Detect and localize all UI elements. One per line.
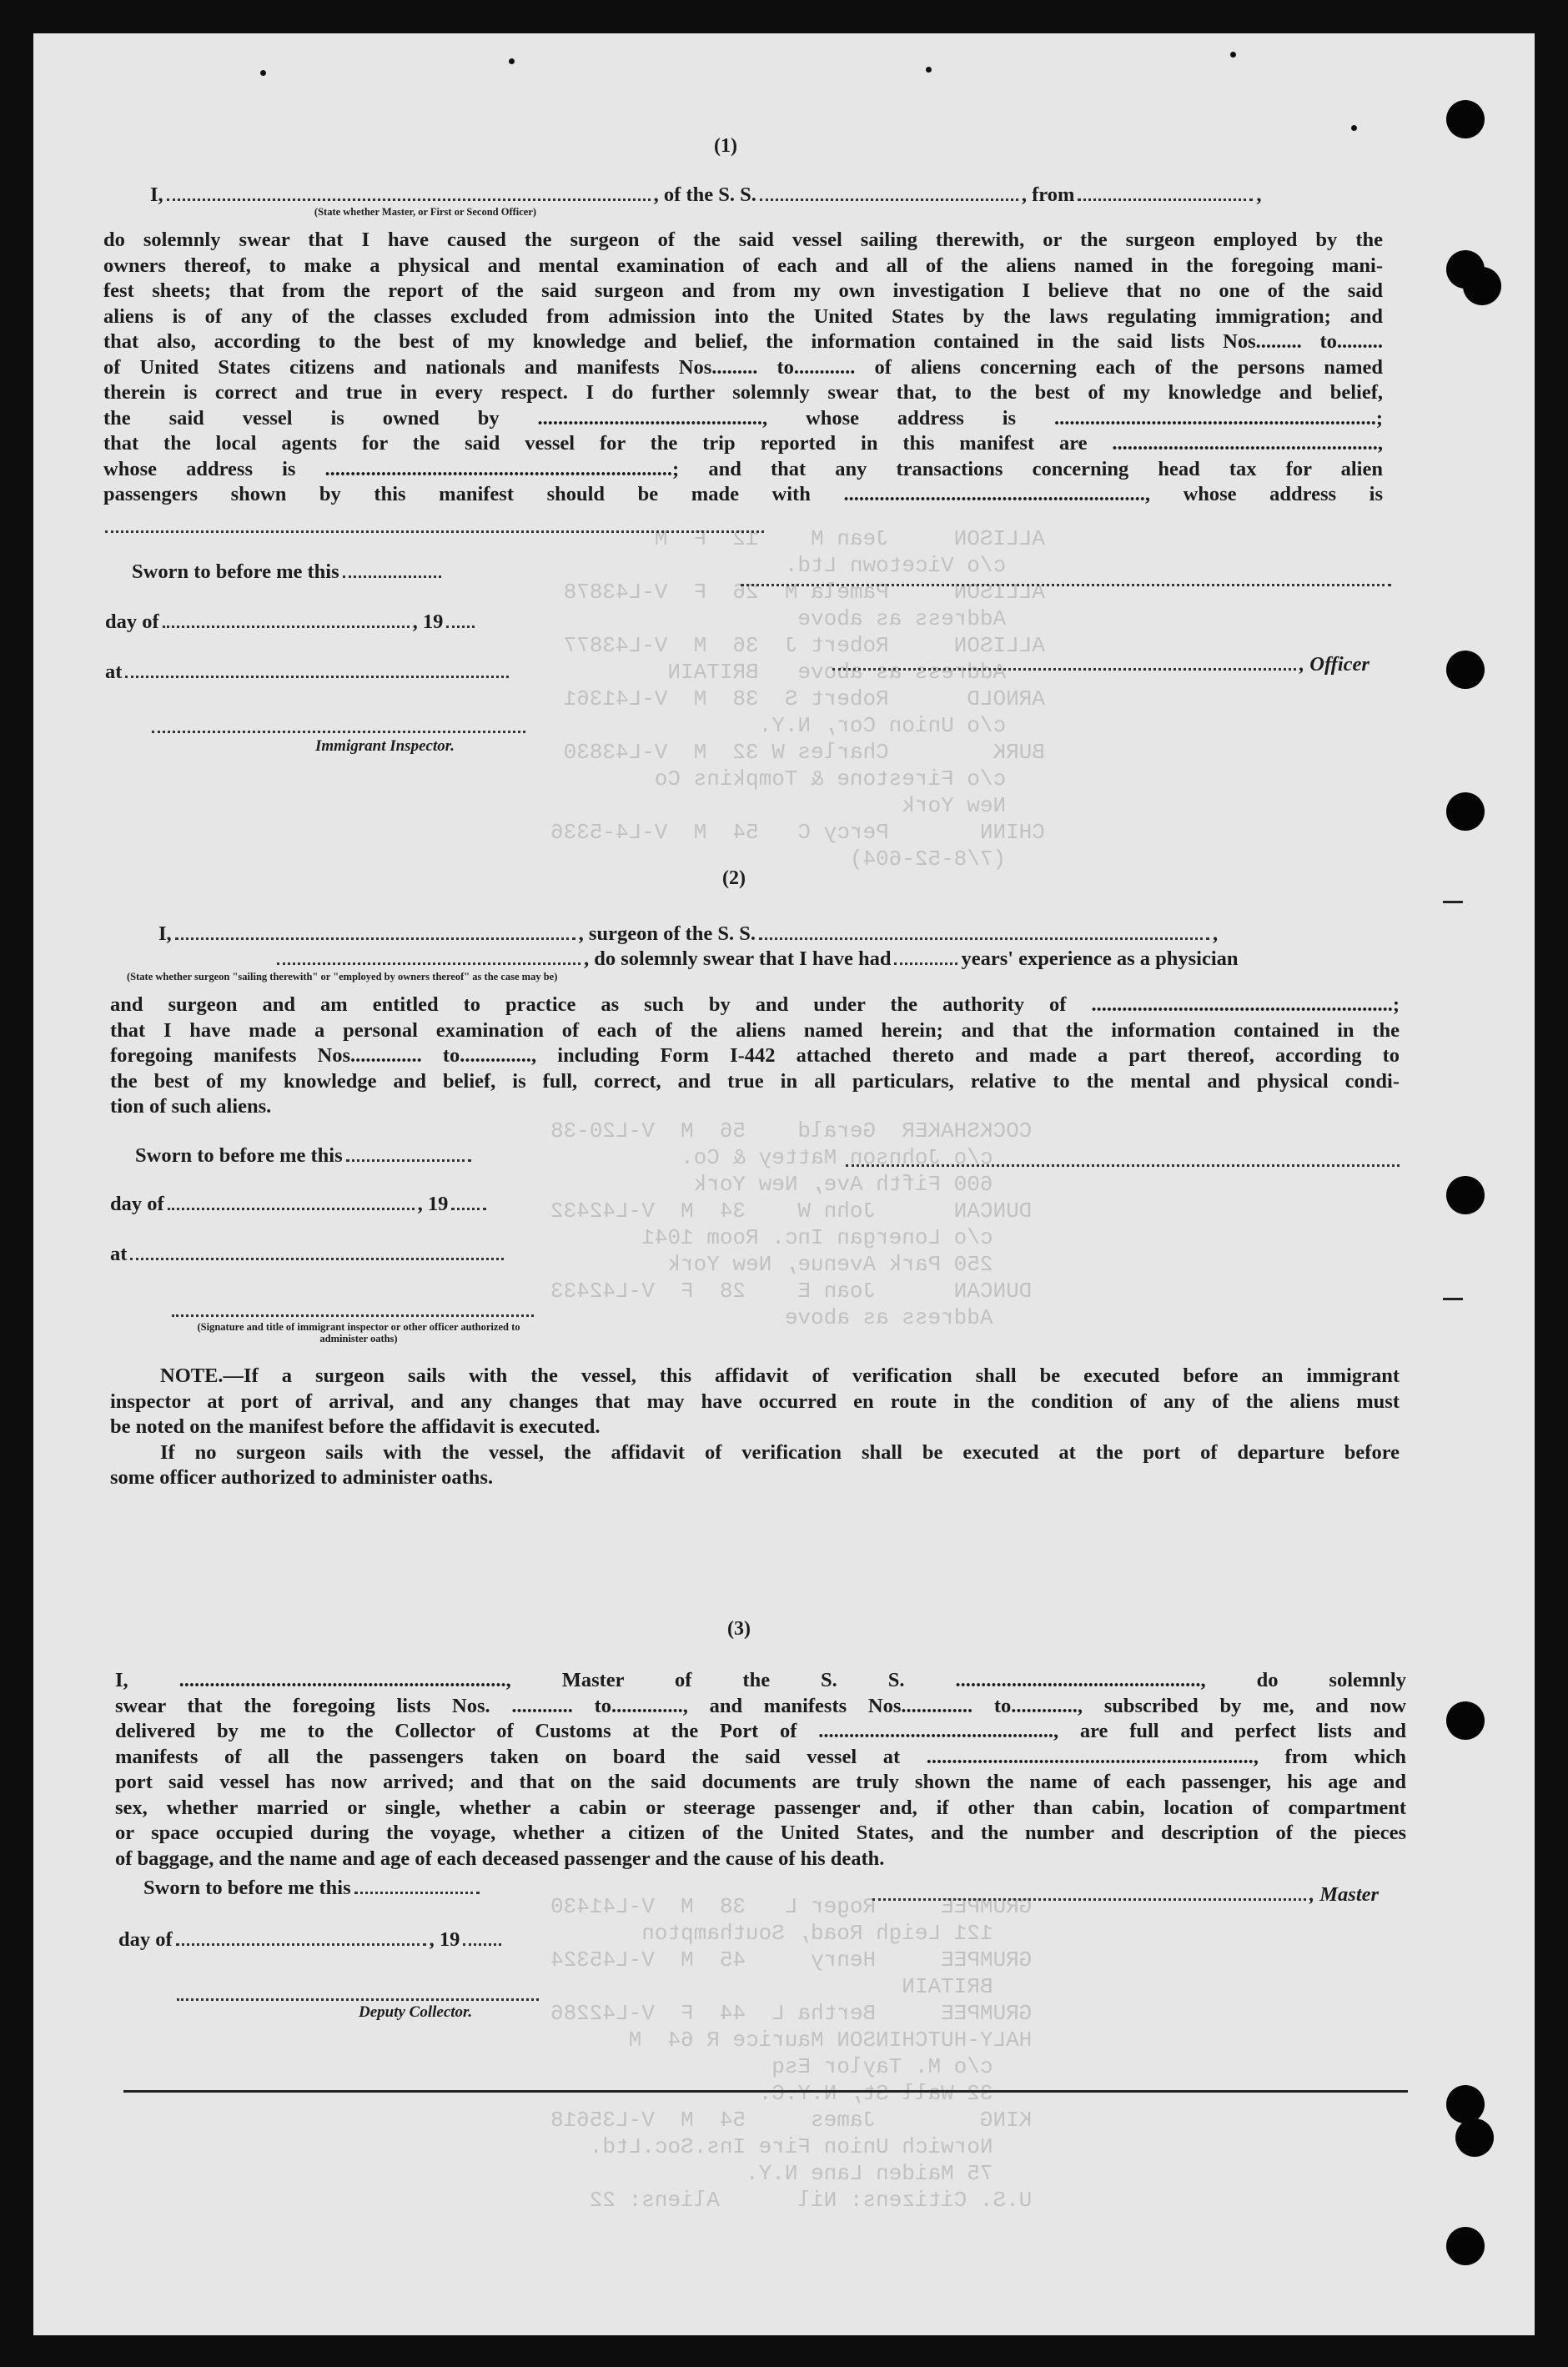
punch-hole bbox=[1446, 651, 1485, 689]
master-signature-row: , Master bbox=[869, 1883, 1379, 1907]
immigrant-inspector-caption: Immigrant Inspector. bbox=[315, 737, 455, 755]
address-continuation-line[interactable] bbox=[105, 530, 764, 533]
deputy-collector-caption: Deputy Collector. bbox=[359, 2003, 473, 2021]
master-signature-blank[interactable] bbox=[872, 1883, 1306, 1901]
officer-name-blank[interactable] bbox=[167, 183, 651, 201]
surgeon-status-blank[interactable] bbox=[277, 947, 580, 965]
sworn-date-blank[interactable] bbox=[354, 1877, 480, 1894]
punch-hole bbox=[1463, 267, 1501, 305]
section1-oath-body: do solemnly swear that I have caused the surgeon of the said vessel sailing therewith, or the surgeon employed by the owners thereof, to make a physical and mental examination of each and all of the aliens named in the foregoing mani- fest sheets; that from the report of the said surgeon and from my own investigation I believe that no one of the said aliens is of any of the classes excluded from admission into the United States by the laws regulating immigration; and that also, according to the best of my knowledge and belief, the information contained in the said lists Nos......... to......... of United States citizens and nationals and manifests Nos......... to............ of aliens concerning each of the persons named therein is correct and true in every respect. I do further solemnly swear that, to the best of my knowledge and belief, the said vessel is owned by ............................................, whose address is ...............................................................; that the local agents for the said vessel for the trip reported in this manifest are ...................................................., whose address is ....................................................................; and that any transactions concerning head tax for alien passengers shown by this manifest should be made with ..........................................................., whose address is bbox=[103, 229, 1383, 505]
sworn-date-blank[interactable] bbox=[343, 560, 441, 578]
day-of-line-3: day of , 19 bbox=[118, 1928, 505, 1952]
punch-hole bbox=[1446, 792, 1485, 831]
bottom-rule bbox=[123, 2090, 1408, 2093]
section3-oath-body: I, ................................................................, Master of the S. S. ................................................, do solemnly swear that the foregoing lists Nos. ............ to.............., and manifests Nos.............. to............., subscribed by me, and now delivered by me to the Collector of Customs at the Port of .............................................., are full and perfect lists and manifests of all the passengers taken on board the said vessel at ................................................................, from which port said vessel has now arrived; and that on the said documents are truly shown the name of each passenger, his age and sex, whether married or single, whether a cabin or steerage passenger and, if other than cabin, location of compartment or space occupied during the voyage, whether a citizen of the United States, and the number and description of the pieces of baggage, and the name and age of each deceased passenger and the cause of his death. bbox=[115, 1669, 1406, 1870]
margin-mark bbox=[1443, 1298, 1463, 1300]
speck bbox=[1230, 52, 1236, 58]
inspector-officer-signature-line[interactable] bbox=[172, 1314, 534, 1317]
punch-hole bbox=[1446, 1701, 1485, 1740]
surgeon-note: NOTE.—If a surgeon sails with the vessel, this affidavit of verification shall be executed before an immigrant inspector at port of arrival, and any changes that may have occurred en route in the condition of any of the aliens must be noted on the manifest before the affidavit is executed. If no surgeon sails with the vessel, the affidavit of verification shall be executed at the port of departure before some officer authorized to administer oaths. bbox=[110, 1364, 1400, 1489]
year-blank[interactable] bbox=[446, 611, 475, 628]
bleed-through-text: ALLISON Jean M 12 F M c/o Vicetown Ltd. ALLISON Pamela M 26 F V-L43878 Address as above ALLISON Robert J 36 M V-L43877 Address as above BRITAIN ARNOLD Robert S 38 M V-L41361 c/o Union Cor, N.Y. BURK Charles W 32 M V-L43830 c/o Firestone & Tompkins Co New York CHINN Percy C 54 M V-L4-5336 (7/8-52-604) bbox=[550, 526, 1045, 872]
surgeon-line-1: I, , surgeon of the S. S. , bbox=[158, 922, 1219, 945]
speck bbox=[260, 70, 266, 76]
section2-oath-body: and surgeon and am entitled to practice as such by and under the authority of ...........................................................; that I have made a personal examination of each of the aliens named herein; and that the information contained in the foregoing manifests Nos.............. to.............., including Form I-442 attached thereto and made a part thereof, according to the best of my knowledge and belief, is full, correct, and true in all particulars, relative to the mental and physical condi- tion of such aliens. bbox=[110, 993, 1400, 1118]
officer-signature-blank[interactable] bbox=[832, 653, 1296, 671]
section-number: (3) bbox=[727, 1618, 751, 1640]
vessel-name-blank[interactable] bbox=[759, 922, 1209, 940]
port-from-blank[interactable] bbox=[1078, 183, 1253, 201]
at-line-1: at bbox=[105, 661, 512, 684]
punch-hole bbox=[1446, 1176, 1485, 1214]
officer-rank-caption: (State whether Master, or First or Second Officer) bbox=[314, 206, 537, 218]
day-month-blank[interactable] bbox=[168, 1193, 415, 1210]
officer-signature-line-top[interactable] bbox=[741, 584, 1391, 586]
sworn-date-blank[interactable] bbox=[346, 1144, 471, 1162]
inspector-signature-line[interactable] bbox=[152, 731, 525, 733]
deputy-collector-signature-line[interactable] bbox=[177, 1998, 539, 2001]
at-line-2: at bbox=[110, 1243, 507, 1266]
year-blank[interactable] bbox=[463, 1928, 501, 1946]
speck bbox=[926, 67, 932, 73]
years-blank[interactable] bbox=[894, 947, 957, 965]
sworn-line-3: Sworn to before me this bbox=[143, 1877, 483, 1900]
day-of-line-2: day of , 19 bbox=[110, 1193, 490, 1216]
punch-hole bbox=[1455, 2118, 1494, 2157]
surgeon-status-caption: (State whether surgeon "sailing therewith" or "employed by owners thereof" as the case may be) bbox=[127, 971, 558, 982]
year-blank[interactable] bbox=[451, 1193, 486, 1210]
place-blank[interactable] bbox=[130, 1243, 504, 1260]
surgeon-line-2: , do solemnly swear that I have had years' experience as a physician bbox=[274, 947, 1239, 971]
sworn-line-1: Sworn to before me this bbox=[132, 560, 445, 584]
oath-line-1: I, , of the S. S. , from , bbox=[150, 183, 1262, 206]
punch-hole bbox=[1446, 100, 1485, 138]
speck bbox=[509, 58, 515, 64]
place-blank[interactable] bbox=[125, 661, 509, 678]
sworn-line-2: Sworn to before me this bbox=[135, 1144, 475, 1168]
day-of-line-1: day of , 19 bbox=[105, 611, 478, 634]
manifest-reverse-page bbox=[33, 33, 1535, 2335]
punch-hole bbox=[1446, 2227, 1485, 2265]
surgeon-signature-line[interactable] bbox=[846, 1164, 1400, 1167]
surgeon-name-blank[interactable] bbox=[175, 922, 575, 940]
section-number: (1) bbox=[714, 135, 737, 157]
speck bbox=[1351, 125, 1357, 131]
vessel-name-blank[interactable] bbox=[760, 183, 1018, 201]
signature-title-caption: (Signature and title of immigrant inspector or other officer authorized to administer oaths) bbox=[197, 1321, 520, 1344]
punch-hole bbox=[1446, 2085, 1485, 2123]
bleed-through-text-2: COCKSHAKER Gerald 56 M V-L20-38 c/o Johnson Mattey & Co. 600 Fifth Ave, New York DUNCAN John W 34 M V-L42432 c/o Lonergan Inc. Room 1041 250 Park Avenue, New York DUNCAN Joan E 28 F V-L42433 Address as above bbox=[550, 1118, 1033, 1330]
section-number: (2) bbox=[722, 867, 746, 889]
day-month-blank[interactable] bbox=[163, 611, 410, 628]
officer-signature-row: , Officer bbox=[829, 653, 1369, 676]
day-month-blank[interactable] bbox=[176, 1928, 426, 1946]
bleed-through-text-3: GRUMPEE Roger L 38 M V-L41430 121 Leigh Road, Southampton GRUMPEE Henry 45 M V-L45324 BRITAIN GRUMPEE Bertha L 44 F V-L42286 HALY-HUTCHINSON Maurice R 64 M c/o M. Taylor Esq 32 Wall St, N.Y.C. KING James 54 M V-L35618 Norwich Union Fire Ins.Soc.Ltd. 75 Maiden Lane N.Y. U.S. Citizens: Nil Aliens: 22 bbox=[550, 1894, 1033, 2213]
margin-mark bbox=[1443, 901, 1463, 903]
